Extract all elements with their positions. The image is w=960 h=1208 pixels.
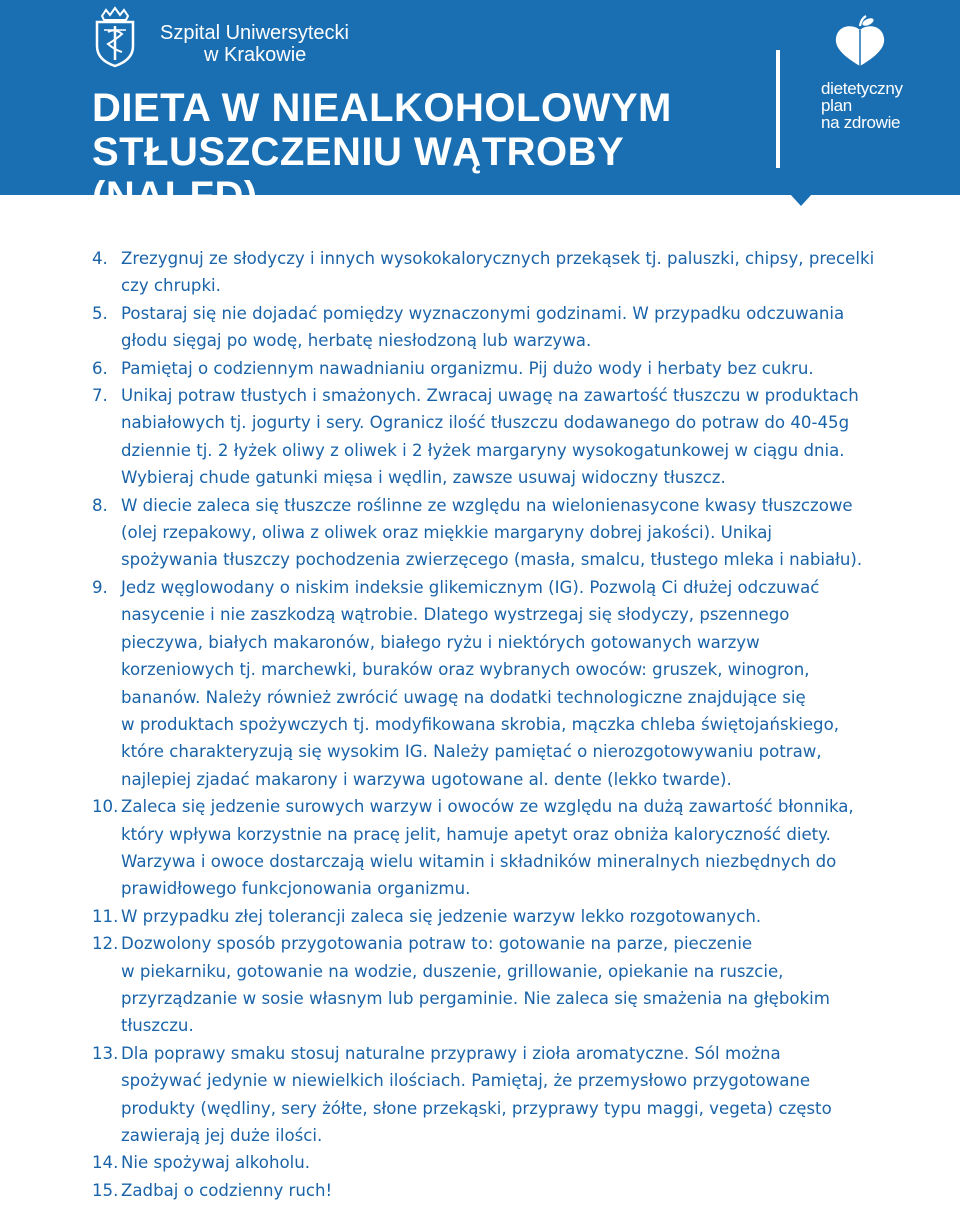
plan-line3: na zdrowie bbox=[821, 113, 901, 132]
list-item-line: w piekarniku, gotowanie na wodzie, duszenie, grillowanie, opiekanie na ruszcie, bbox=[121, 961, 784, 981]
list-item-line: korzeniowych tj. marchewki, buraków oraz wybranych owoców: gruszek, winogron, bbox=[121, 660, 810, 680]
list-item-number: 6. bbox=[92, 358, 108, 378]
list-item-line: Jedz węglowodany o niskim indeksie glikemicznym (IG). Pozwolą Ci dłużej odczuwać bbox=[121, 577, 820, 597]
list-item-line: dziennie tj. 2 łyżek oliwy z oliwek i 2 łyżek margaryny wysokogatunkowej w ciągu dnia. bbox=[121, 440, 845, 460]
list-item-number: 4. bbox=[92, 249, 108, 268]
list-item-text bbox=[121, 382, 882, 492]
list-item-line: w produktach spożywczych tj. modyfikowana skrobia, mączka chleba świętojańskiego, bbox=[121, 714, 840, 734]
list-item-text bbox=[121, 492, 882, 574]
list-item-line: bananów. Należy również zwrócić uwagę na dodatki technologiczne znajdujące się bbox=[121, 687, 806, 707]
list-item bbox=[92, 793, 882, 903]
hospital-name bbox=[160, 22, 349, 66]
list-item bbox=[92, 1149, 882, 1176]
list-item bbox=[92, 245, 882, 300]
list-item-line: Zaleca się jedzenie surowych warzyw i owoców ze względu na dużą zawartość błonnika, bbox=[121, 797, 854, 817]
list-item-line: produkty (wędliny, sery żółte, słone przekąski, przyprawy typu maggi, vegeta) często bbox=[121, 1098, 832, 1118]
list-item bbox=[92, 1040, 882, 1150]
list-item-line: nabiałowych tj. jogurty i sery. Ogranicz ilość tłuszczu dodawanego do potraw do 40-45g bbox=[121, 413, 850, 433]
list-item-line: Dozwolony sposób przygotowania potraw to: gotowanie na parze, pieczenie bbox=[121, 934, 753, 954]
list-item-number: 8. bbox=[92, 495, 108, 515]
list-item-text bbox=[121, 245, 882, 300]
list-item bbox=[92, 1177, 882, 1204]
list-item-line: spożywać jedynie w niewielkich ilościach. Pamiętaj, że przemysłowo przygotowane bbox=[121, 1071, 811, 1091]
list-item-text bbox=[121, 930, 882, 1040]
header-pointer bbox=[790, 194, 812, 206]
list-item-line: przyrządzanie w sosie własnym lub pergaminie. Nie zaleca się smażenia na głębokim bbox=[121, 988, 830, 1008]
list-item-text bbox=[121, 1149, 882, 1176]
list-item-text bbox=[121, 355, 882, 382]
list-item-line: głodu sięgaj po wodę, herbatę niesłodzoną lub warzywa. bbox=[121, 331, 592, 351]
list-item-line: Dla poprawy smaku stosuj naturalne przyprawy i zioła aromatyczne. Sól można bbox=[121, 1043, 781, 1063]
list-item-text bbox=[121, 1177, 882, 1204]
list-item-line: który wpływa korzystnie na pracę jelit, hamuje apetyt oraz obniża kaloryczność diety. bbox=[121, 824, 831, 844]
list-item-line: nasycenie i nie zaszkodzą wątrobie. Dlatego wystrzegaj się słodyczy, pszennego bbox=[121, 605, 790, 625]
list-item-number: 7. bbox=[92, 386, 108, 406]
list-item-line: pieczywa, białych makaronów, białego ryżu i niektórych gotowanych warzyw bbox=[121, 632, 760, 652]
list-item-line: Unikaj potraw tłustych i smażonych. Zwracaj uwagę na zawartość tłuszczu w produktach bbox=[121, 386, 859, 406]
list-item-line: czy chrupki. bbox=[121, 276, 221, 296]
list-item-line: Zrezygnuj ze słodyczy i innych wysokokalorycznych przekąsek tj. paluszki, chipsy, precelki bbox=[121, 249, 875, 268]
list-item-line: (olej rzepakowy, oliwa z oliwek oraz miękkie margaryny dobrej jakości). Unikaj bbox=[121, 523, 773, 543]
title-line2: STŁUSZCZENIU WĄTROBY (NALFD) bbox=[92, 130, 624, 218]
list-item-number: 12. bbox=[92, 934, 119, 954]
list-item-line: Pamiętaj o codziennym nawadnianiu organizmu. Pij dużo wody i herbaty bez cukru. bbox=[121, 358, 814, 378]
list-item-line: W przypadku złej tolerancji zaleca się jedzenie warzyw lekko rozgotowanych. bbox=[121, 906, 762, 926]
list-item-text bbox=[121, 300, 882, 355]
list-item-text bbox=[121, 1040, 882, 1150]
list-item bbox=[92, 574, 882, 793]
list-item-line: Warzywa i owoce dostarczają wielu witamin i składników mineralnych niezbędnych do bbox=[121, 851, 837, 871]
header-divider bbox=[776, 50, 780, 168]
list-item-number: 11. bbox=[92, 906, 119, 926]
list-item-number: 5. bbox=[92, 303, 108, 323]
list-item-text bbox=[121, 793, 882, 903]
header-banner bbox=[0, 0, 960, 218]
page-title bbox=[92, 86, 782, 218]
list-item-line: prawidłowego funkcjonowania organizmu. bbox=[121, 879, 471, 899]
hospital-crest-icon bbox=[92, 6, 138, 68]
list-item bbox=[92, 355, 882, 382]
list-item-line: które charakteryzują się wysokim IG. Należy pamiętać o nierozgotowywaniu potraw, bbox=[121, 742, 822, 762]
list-item-line: spożywania tłuszczy pochodzenia zwierzęcego (masła, smalcu, tłustego mleka i nabiału). bbox=[121, 550, 863, 570]
list-item-line: zawierają jej duże ilości. bbox=[121, 1126, 323, 1145]
list-item-line: tłuszczu. bbox=[121, 1016, 194, 1036]
title-line1: DIETA W NIEALKOHOLOWYM bbox=[92, 86, 672, 130]
list-item-line: Zadbaj o codzienny ruch! bbox=[121, 1180, 333, 1200]
list-item-line: Postaraj się nie dojadać pomiędzy wyznaczonymi godzinami. W przypadku odczuwania bbox=[121, 303, 845, 323]
list-item-text bbox=[121, 903, 882, 930]
list-item-line: najlepiej zjadać makarony i warzywa ugotowane al. dente (lekko twarde). bbox=[121, 769, 732, 789]
list-item-number: 9. bbox=[92, 577, 108, 597]
apple-heart-icon bbox=[830, 14, 890, 68]
list-item-number: 13. bbox=[92, 1043, 119, 1063]
hospital-name-line2: w Krakowie bbox=[204, 44, 307, 66]
plan-line2: plan bbox=[821, 96, 852, 115]
plan-logo-text bbox=[821, 80, 903, 131]
list-item-line: Nie spożywaj alkoholu. bbox=[121, 1153, 311, 1173]
list-item-number: 14. bbox=[92, 1153, 119, 1173]
list-item-text bbox=[121, 574, 882, 793]
plan-line1: dietetyczny bbox=[821, 79, 903, 98]
recommendation-list bbox=[92, 245, 882, 1204]
list-item-line: W diecie zaleca się tłuszcze roślinne ze względu na wielonienasycone kwasy tłuszczowe bbox=[121, 495, 853, 515]
list-item-number: 10. bbox=[92, 797, 119, 817]
hospital-name-line1: Szpital Uniwersytecki bbox=[160, 22, 349, 44]
list-item bbox=[92, 903, 882, 930]
list-item-number: 15. bbox=[92, 1180, 119, 1200]
list-item bbox=[92, 382, 882, 492]
list-item-line: Wybieraj chude gatunki mięsa i wędlin, zawsze usuwaj widoczny tłuszcz. bbox=[121, 468, 726, 488]
list-item bbox=[92, 930, 882, 1040]
list-item bbox=[92, 492, 882, 574]
list-item bbox=[92, 300, 882, 355]
